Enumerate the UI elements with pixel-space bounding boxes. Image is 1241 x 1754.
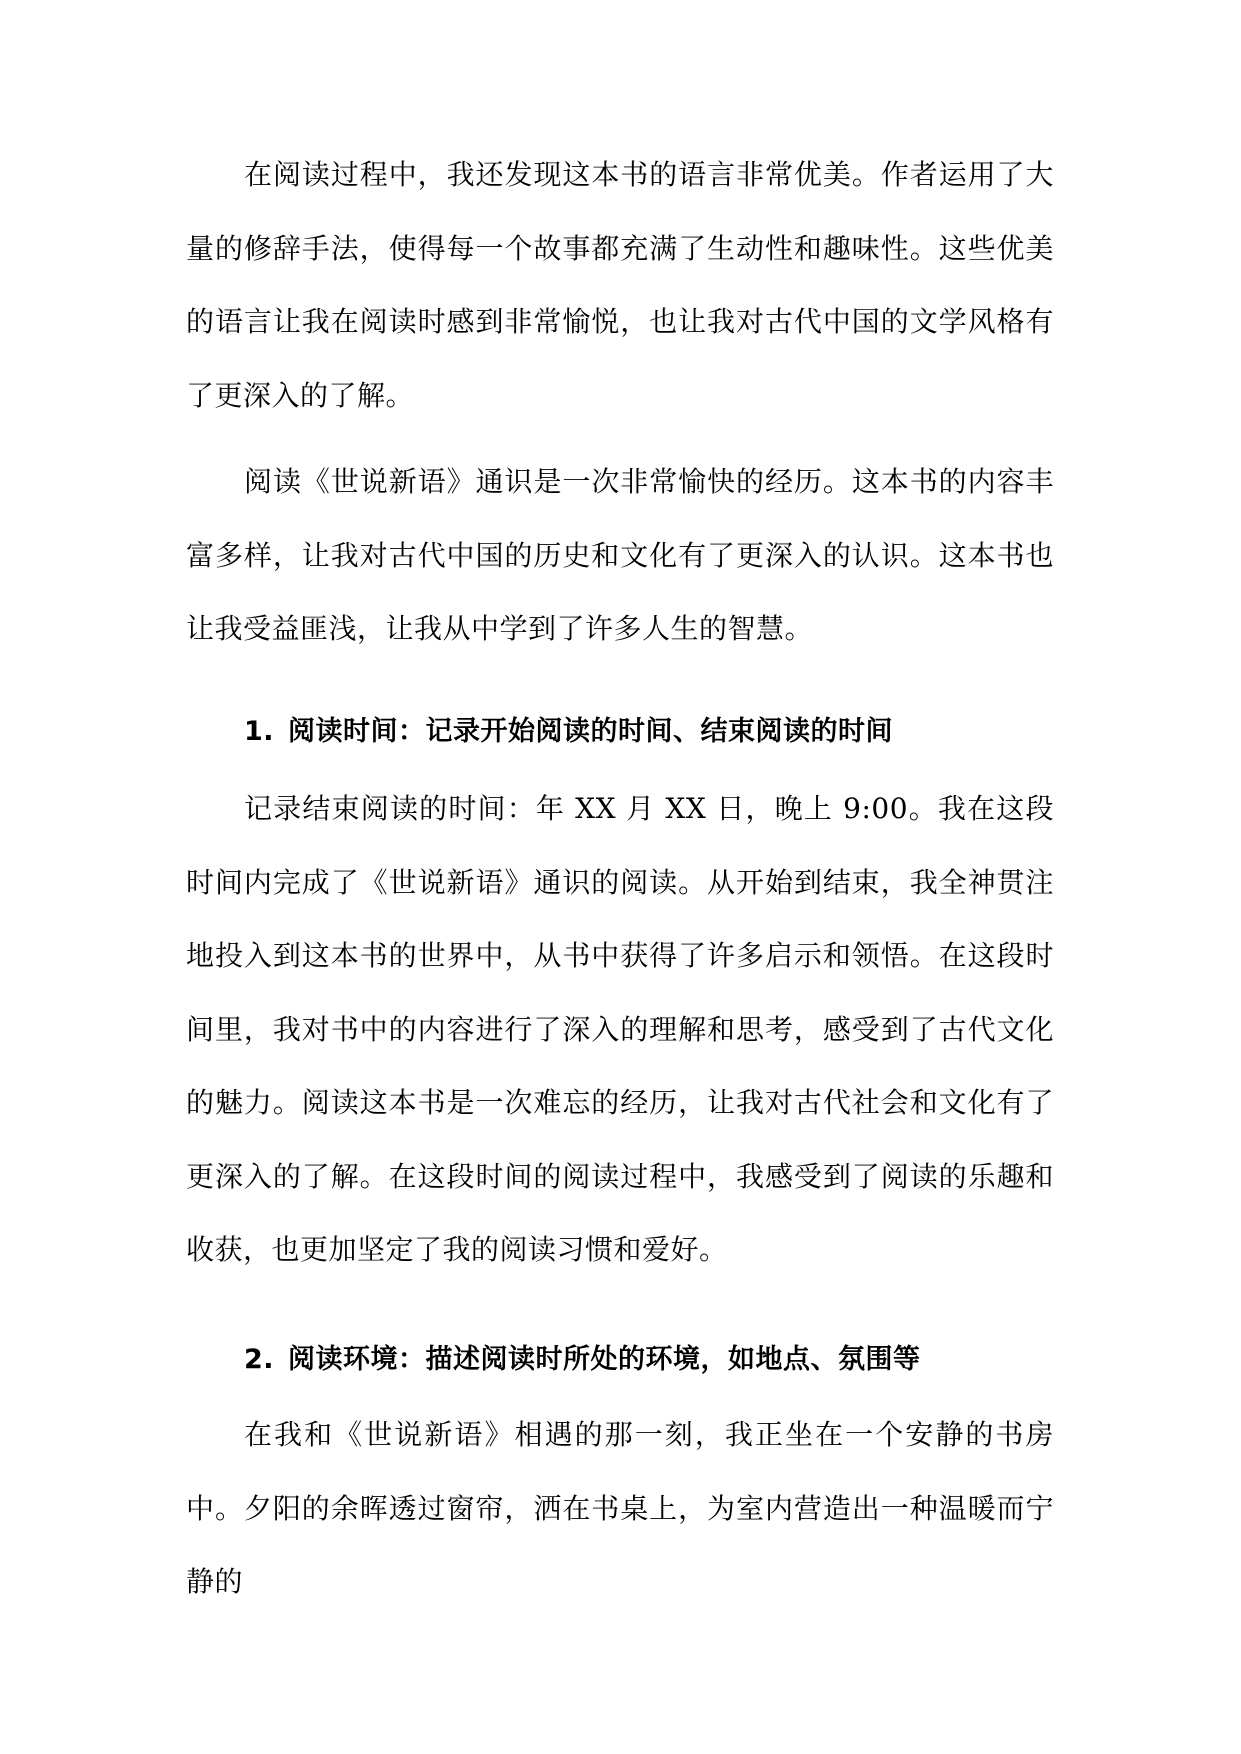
section-number: 1. bbox=[244, 716, 275, 747]
section-title: 阅读时间：记录开始阅读的时间、结束阅读的时间 bbox=[288, 716, 894, 747]
section-heading-reading-time bbox=[186, 712, 1112, 752]
paragraph-reading-environment: 在我和《世说新语》相遇的那一刻，我正坐在一个安静的书房中。夕阳的余晖透过窗帘，洒在书桌上，为室内营造出一种温暖而宁静的 bbox=[186, 1418, 1054, 1598]
section-heading-reading-environment bbox=[186, 1340, 1112, 1380]
paragraph-language-beauty: 在阅读过程中，我还发现这本书的语言非常优美。作者运用了大量的修辞手法，使得每一个故事都充满了生动性和趣味性。这些优美的语言让我在阅读时感到非常愉悦，也让我对古代中国的文学风格有了更深入的了解。 bbox=[186, 158, 1054, 412]
paragraph-reading-experience: 阅读《世说新语》通识是一次非常愉快的经历。这本书的内容丰富多样，让我对古代中国的历史和文化有了更深入的认识。这本书也让我受益匪浅，让我从中学到了许多人生的智慧。 bbox=[186, 465, 1054, 645]
paragraph-reading-time: 记录结束阅读的时间：年 XX 月 XX 日，晚上 9:00。我在这段时间内完成了《世说新语》通识的阅读。从开始到结束，我全神贯注地投入到这本书的世界中，从书中获得了许多启示和领悟。在这段时间里，我对书中的内容进行了深入的理解和思考，感受到了古代文化的魅力。阅读这本书是一次难忘的经历，让我对古代社会和文化有了更深入的了解。在这段时间的阅读过程中，我感受到了阅读的乐趣和收获，也更加坚定了我的阅读习惯和爱好。 bbox=[186, 792, 1054, 1266]
section-title: 阅读环境：描述阅读时所处的环境，如地点、氛围等 bbox=[288, 1344, 921, 1375]
section-number: 2. bbox=[244, 1344, 275, 1375]
